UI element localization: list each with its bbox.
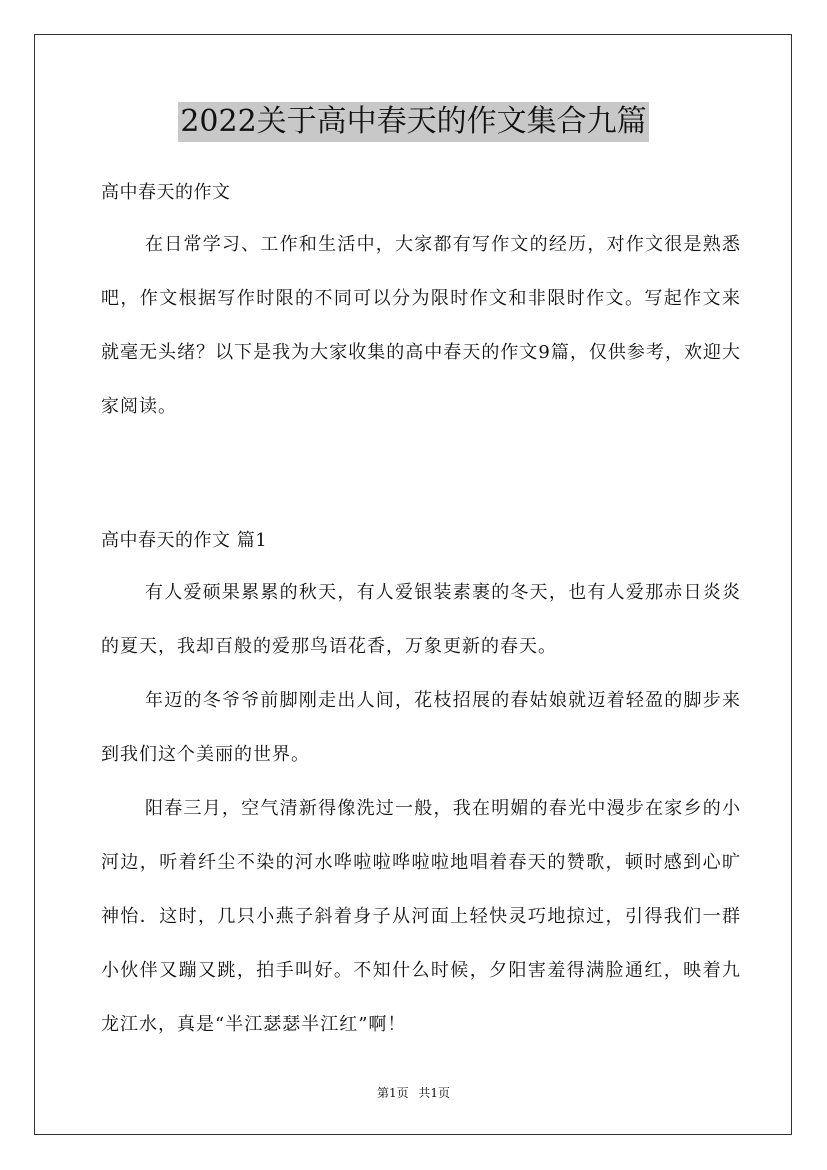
article1-paragraph-2: 年迈的冬爷爷前脚刚走出人间，花枝招展的春姑娘就迈着轻盈的脚步来到我们这个美丽的世界。 bbox=[101, 690, 741, 765]
page-footer bbox=[0, 1085, 827, 1101]
article1-paragraph-3: 阳春三月，空气清新得像洗过一般，我在明媚的春光中漫步在家乡的小河边，听着纤尘不染的河水哗啦啦哗啦啦地唱着春天的赞歌，顿时感到心旷神怡．这时，几只小燕子斜着身子从河面上轻快灵巧地掠过，引得我们一群小伙伴又蹦又跳，拍手叫好。不知什么时候，夕阳害羞得满脸通红，映着九龙江水，真是“半江瑟瑟半江红”啊！ bbox=[101, 798, 741, 1035]
title-container bbox=[0, 102, 827, 142]
page-number: 第1页 bbox=[376, 1086, 409, 1100]
intro-heading: 高中春天的作文 bbox=[101, 182, 231, 203]
document-body bbox=[101, 174, 741, 1052]
article1-heading: 高中春天的作文 篇1 bbox=[101, 530, 268, 551]
document-title: 2022关于高中春天的作文集合九篇 bbox=[178, 102, 648, 142]
article1-paragraph-1: 有人爱硕果累累的秋天，有人爱银装素裹的冬天，也有人爱那赤日炎炎的夏天，我却百般的爱那鸟语花香，万象更新的春天。 bbox=[101, 582, 741, 657]
section-spacer bbox=[101, 434, 741, 522]
intro-paragraph: 在日常学习、工作和生活中，大家都有写作文的经历，对作文很是熟悉吧，作文根据写作时限的不同可以分为限时作文和非限时作文。写起作文来就毫无头绪？以下是我为大家收集的高中春天的作文9篇，仅供参考，欢迎大家阅读。 bbox=[101, 234, 741, 417]
page-total: 共1页 bbox=[418, 1086, 451, 1100]
